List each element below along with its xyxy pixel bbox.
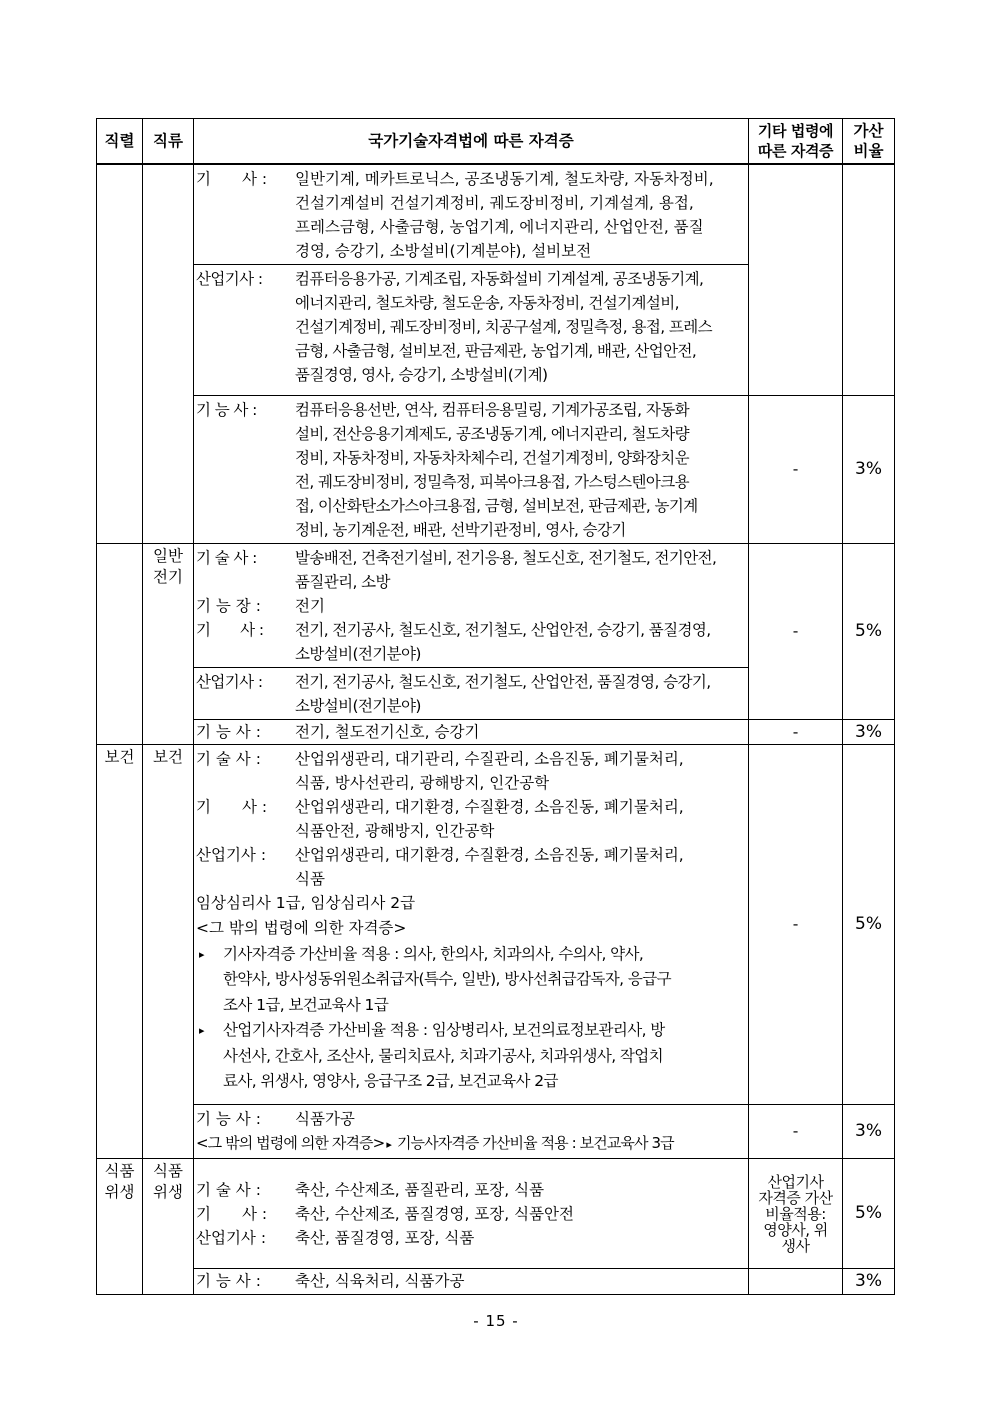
elec-gisulsa-label: 기 술 사 : bbox=[196, 548, 257, 567]
table-row bbox=[97, 1158, 895, 1268]
health-clinical-psychologist: 임상심리사 1급, 임상심리사 2급 bbox=[196, 893, 416, 912]
health-upper-cell bbox=[194, 744, 749, 1104]
elec-upper-cell bbox=[194, 543, 749, 667]
elec-gisa-label: 기 사 : bbox=[196, 620, 264, 639]
table-row bbox=[97, 1268, 895, 1294]
grade-cell-mechanical bbox=[97, 164, 143, 544]
elec-other-cell: - bbox=[749, 543, 843, 719]
mech-gineung-cell bbox=[194, 395, 749, 543]
mech-sanup-cell bbox=[194, 264, 749, 395]
health-gineung-other-cell: - bbox=[749, 1104, 843, 1158]
food-gisulsa-label: 기 술 사 : bbox=[196, 1180, 261, 1199]
health-gineung-other-law bbox=[196, 1131, 748, 1157]
food-other-cell: 산업기사 자격증 가산 비율적용: 영양사, 위 생사 bbox=[749, 1158, 843, 1268]
health-sanup-label: 산업기사 : bbox=[196, 845, 267, 864]
list-item bbox=[196, 1018, 748, 1095]
elec-sanup-label: 산업기사 : bbox=[196, 672, 263, 691]
food-gineung-label: 기 능 사 : bbox=[196, 1271, 261, 1290]
food-gisulsa-text: 축산, 수산제조, 품질관리, 포장, 식품 bbox=[295, 1180, 545, 1199]
mech-sanup-label: 산업기사 : bbox=[196, 269, 263, 288]
field-cell-food-hygiene: 식품 위생 bbox=[143, 1158, 194, 1294]
elec-gisa-text: 전기, 전기공사, 철도신호, 전기철도, 산업안전, 승강기, 품질경영, 소방설비(전기분야) bbox=[295, 620, 711, 663]
qualification-table bbox=[96, 118, 895, 1295]
field-cell-mechanical bbox=[143, 164, 194, 544]
grade-cell-electric bbox=[97, 543, 143, 744]
mech-rate-cell: 3% bbox=[843, 395, 895, 543]
health-gineung-bullet: 기능사자격증 가산비율 적용 : 보건교육사 3급 bbox=[396, 1133, 674, 1152]
elec-gineung-label: 기 능 사 : bbox=[196, 722, 261, 741]
header-grade: 직렬 bbox=[97, 119, 143, 164]
elec-gineung-text: 전기, 철도전기신호, 승강기 bbox=[295, 722, 480, 741]
food-gisa-label: 기 사 : bbox=[196, 1204, 268, 1223]
health-gineung-cell bbox=[194, 1104, 749, 1158]
health-other-law-heading: <그 밖의 법령에 의한 자격증> bbox=[196, 919, 407, 937]
elec-gineung-rate-cell: 3% bbox=[843, 719, 895, 744]
health-sanup-text: 산업위생관리, 대기환경, 수질환경, 소음진동, 폐기물처리, 식품 bbox=[295, 845, 684, 888]
grade-cell-health: 보건 bbox=[97, 744, 143, 1158]
triangle-right-icon: ▸ bbox=[386, 1137, 391, 1151]
health-gineung-rate-cell: 3% bbox=[843, 1104, 895, 1158]
mech-upper-other-cell bbox=[749, 164, 843, 396]
mech-gineung-label: 기 능 사 : bbox=[196, 400, 257, 419]
food-sanup-label: 산업기사 : bbox=[196, 1228, 267, 1247]
mech-other-cell: - bbox=[749, 395, 843, 543]
food-upper-cell bbox=[194, 1158, 749, 1268]
mech-gineung-text: 컴퓨터응용선반, 연삭, 컴퓨터응용밀링, 기계가공조립, 자동화 설비, 전산응용기계제도, 공조냉동기계, 에너지관리, 철도차량 정비, 자동차정비, 자동차차체수리, 건설기계정비, 양화장치운 전, 궤도장비정비, 정밀측정, 피복아크용접, 가스텅스텐아크용 접, 이산화탄소가스아크용접, 금형, 설비보전, 판금제관, 농기계 정비, 농기계운전, 배관, 선박기관정비, 영사, 승강기 bbox=[295, 400, 698, 539]
list-item bbox=[196, 942, 748, 1019]
health-gisulsa-text: 산업위생관리, 대기관리, 수질관리, 소음진동, 폐기물처리, 식품, 방사선관리, 광해방지, 인간공학 bbox=[295, 749, 684, 792]
health-gineung-text: 식품가공 bbox=[295, 1109, 355, 1128]
elec-gisulsa-text: 발송배전, 건축전기설비, 전기응용, 철도신호, 전기철도, 전기안전, 품질관리, 소방 bbox=[295, 548, 717, 591]
mech-sanup-text: 컴퓨터응용가공, 기계조립, 자동화설비 기계설계, 공조냉동기계, 에너지관리, 철도차량, 철도운송, 자동차정비, 건설기계설비, 건설기계정비, 궤도장비정비, 치공구설계, 정밀측정, 용접, 프레스 금형, 사출금형, 설비보전, 판금제관, 농업기계, 배관, 산업안전, 품질경영, 영사, 승강기, 소방설비(기계) bbox=[295, 269, 712, 384]
field-cell-electric: 일반 전기 bbox=[143, 543, 194, 744]
elec-gineung-other-cell: - bbox=[749, 719, 843, 744]
health-gineung-other-law-heading: <그 밖의 법령에 의한 자격증> bbox=[196, 1133, 385, 1152]
header-national-certificates: 국가기술자격법에 따른 자격증 bbox=[194, 119, 749, 164]
mech-gisa-text: 일반기계, 메카트로닉스, 공조냉동기계, 철도차량, 자동차정비, 건설기계설비 건설기계정비, 궤도장비정비, 기계설계, 용접, 프레스금형, 사출금형, 농업기계, 에너지관리, 산업안전, 품질 경영, 승강기, 소방설비(기계분야), 설비보전 bbox=[295, 169, 714, 260]
header-field: 직류 bbox=[143, 119, 194, 164]
mech-upper-rate-cell bbox=[843, 164, 895, 396]
grade-cell-food-hygiene: 식품 위생 bbox=[97, 1158, 143, 1294]
page-number: - 15 - bbox=[473, 1312, 519, 1330]
elec-sanup-text: 전기, 전기공사, 철도신호, 전기철도, 산업안전, 품질경영, 승강기, 소방설비(전기분야) bbox=[295, 672, 711, 715]
elec-rate-cell: 5% bbox=[843, 543, 895, 719]
health-gisa-text: 산업위생관리, 대기환경, 수질환경, 소음진동, 폐기물처리, 식품안전, 광해방지, 인간공학 bbox=[295, 797, 684, 840]
header-row bbox=[97, 119, 895, 164]
food-sanup-text: 축산, 품질경영, 포장, 식품 bbox=[295, 1228, 475, 1247]
table-row bbox=[97, 395, 895, 543]
health-gineung-label: 기 능 사 : bbox=[196, 1109, 261, 1128]
food-gisa-text: 축산, 수산제조, 품질경영, 포장, 식품안전 bbox=[295, 1204, 574, 1223]
health-other-cell: - bbox=[749, 744, 843, 1104]
health-rate-cell: 5% bbox=[843, 744, 895, 1104]
table-row bbox=[97, 744, 895, 1104]
header-other-law-certificates: 기타 법령에 따른 자격증 bbox=[749, 119, 843, 164]
health-gisa-label: 기 사 : bbox=[196, 797, 268, 816]
health-gisulsa-label: 기 술 사 : bbox=[196, 749, 261, 768]
mech-gisa-cell bbox=[194, 164, 749, 265]
food-gineung-text: 축산, 식육처리, 식품가공 bbox=[295, 1271, 465, 1290]
field-cell-health: 보건 bbox=[143, 744, 194, 1158]
elec-ginungjang-text: 전기 bbox=[295, 596, 325, 615]
triangle-right-icon: ▸ bbox=[199, 947, 204, 961]
elec-sanup-cell bbox=[194, 667, 749, 719]
food-rate-cell: 5% bbox=[843, 1158, 895, 1268]
health-bullet-sanup: 산업기사자격증 가산비율 적용 : 임상병리사, 보건의료정보관리사, 방 사선사, 간호사, 조산사, 물리치료사, 치과기공사, 치과위생사, 작업치 료사, 위생사, 영양사, 응급구조 2급, 보건교육사 2급 bbox=[223, 1021, 665, 1090]
health-bullet-gisa: 기사자격증 가산비율 적용 : 의사, 한의사, 치과의사, 수의사, 약사, 한약사, 방사성동위원소취급자(특수, 일반), 방사선취급감독자, 응급구 조사 1급, 보건교육사 1급 bbox=[223, 944, 671, 1014]
food-gineung-cell bbox=[194, 1268, 749, 1294]
food-gineung-other-cell bbox=[749, 1268, 843, 1294]
triangle-right-icon: ▸ bbox=[199, 1024, 204, 1037]
elec-ginungjang-label: 기 능 장 : bbox=[196, 596, 261, 615]
table-row bbox=[97, 719, 895, 744]
food-gineung-rate-cell: 3% bbox=[843, 1268, 895, 1294]
table-row bbox=[97, 1104, 895, 1158]
table-row bbox=[97, 543, 895, 667]
header-bonus-rate: 가산 비율 bbox=[843, 119, 895, 164]
elec-gineung-cell bbox=[194, 719, 749, 744]
table-row bbox=[97, 164, 895, 265]
mech-gisa-label: 기 사 : bbox=[196, 169, 268, 188]
